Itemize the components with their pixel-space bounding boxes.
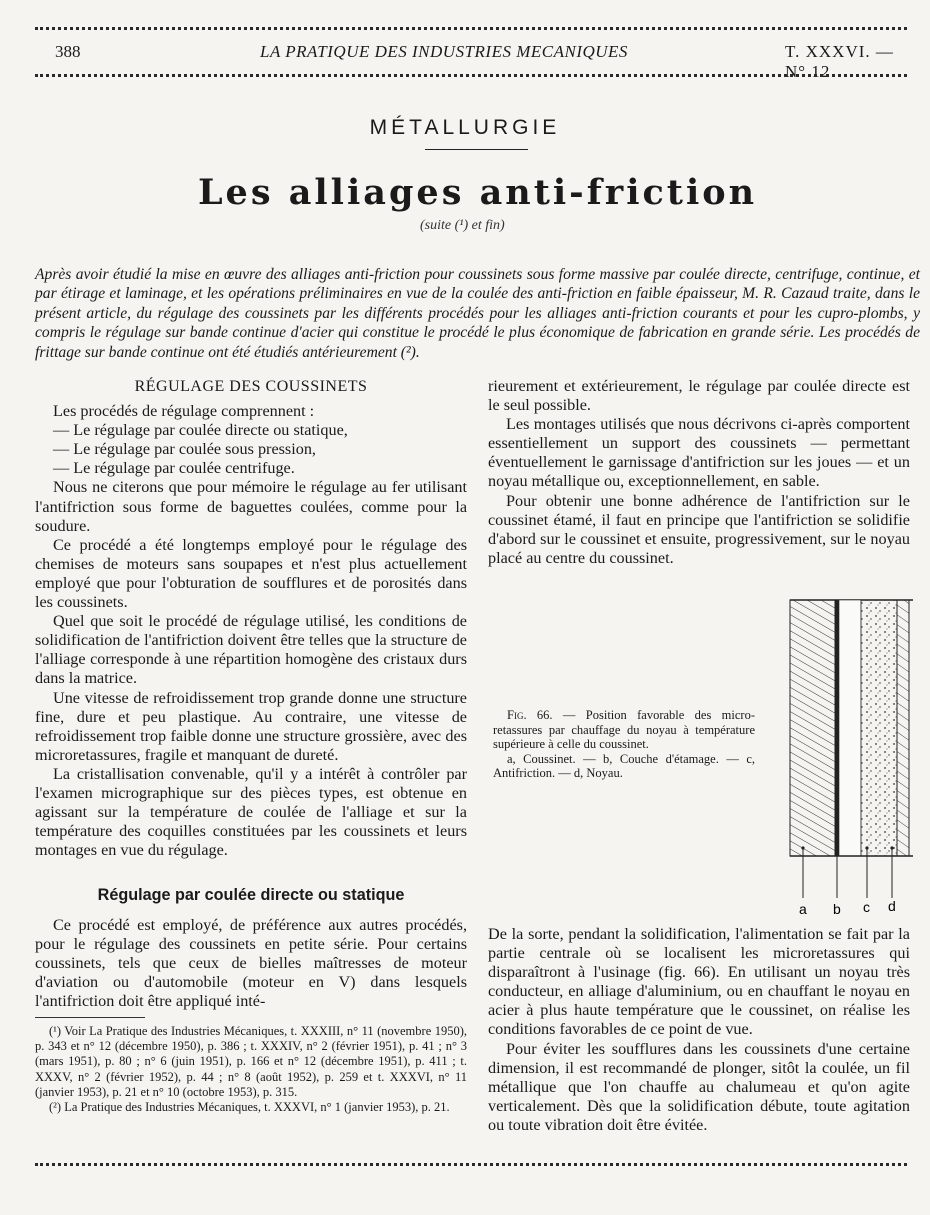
- paragraph: Ce procédé a été longtemps employé pour le régulage des chemises de moteurs sans soupapes et n'est plus actuellement employé que pour l'obturation de soufflures et de porosités dans les coussinets.: [35, 535, 467, 612]
- paragraph: De la sorte, pendant la solidification, l'alimentation se fait par la partie centrale où se localisent les microretassures qui disparaîtront à l'usinage (fig. 66). En utilisant un noyau très conducteur, en alliage d'aluminium, ou en chauffant le noyau en acier à plus haute température que le coussinet, on réalise les conditions favorables de ce point de vue.: [488, 925, 910, 1039]
- left-column: [35, 377, 467, 860]
- volume-number: T. XXXVI. — N° 12: [785, 42, 894, 81]
- paragraph: Une vitesse de refroidissement trop grande donne une structure fine, dure et peu plastique. Au contraire, une vitesse de refroidissement trop faible donne une structure grossière, avec des microretassures, fragile et manquant de dureté.: [35, 688, 467, 764]
- label-d: d: [888, 898, 896, 914]
- label-c: c: [863, 899, 870, 915]
- running-header: [55, 42, 910, 81]
- list-intro: Les procédés de régulage comprennent :: [53, 402, 315, 421]
- right-column: [488, 377, 910, 568]
- etamage-layer: [835, 600, 839, 856]
- footnote: (¹) Voir La Pratique des Industries Mécaniques, t. XXXIII, n° 11 (novembre 1950), p. 343 et n° 12 (décembre 1950), p. 386 ; t. XXXIV, n° 2 (février 1951), p. 41 ; n° 3 (mars 1951), p. 80 ; n° 6 (juin 1951), p. 166 et n° 12 (décembre 1951), p. 411 ; t. XXXV, n° 2 (février 1952), p. 44 ; n° 8 (août 1952), p. 259 et t. XXXVI, n° 11 (janvier 1953), p. 21 et n° 10 (octobre 1953), p. 315.: [35, 1024, 467, 1099]
- paragraph: Pour éviter les soufflures dans les coussinets d'une certaine dimension, il est recommandé de plonger, sitôt la coulée, un fil métallique que l'on chauffe au chalumeau et qu'on agite verticalement. Dès que la solidification débute, toute agitation ou toute vibration doit être évitée.: [488, 1039, 910, 1134]
- right-column-continued: [488, 925, 910, 1135]
- paragraph: Nous ne citerons que pour mémoire le régulage au fer utilisant l'antifriction sous forme de baguettes coulées, comme pour la soudure.: [35, 478, 467, 535]
- footnotes: [35, 1024, 467, 1115]
- header-dotted-rule: [35, 74, 907, 77]
- section-heading: RÉGULAGE DES COUSSINETS: [134, 378, 368, 395]
- figure-legend: a, Coussinet. — b, Couche d'étamage. — c, Antifriction. — d, Noyau.: [493, 751, 755, 780]
- section-underline: [425, 149, 528, 150]
- list-item: — Le régulage par coulée directe ou statique,: [53, 421, 348, 440]
- paragraph: Ce procédé est employé, de préférence aux autres procédés, pour le régulage des coussinets en petite série. Pour certains coussinets, tels que ceux de bielles maîtresses de moteur d'aviation ou d'automobile (moteur en V) dans lesquels l'antifriction doit être appliqué inté-: [35, 916, 467, 1011]
- footnote: (²) La Pratique des Industries Mécaniques, t. XXXVI, n° 1 (janvier 1953), p. 21.: [49, 1100, 450, 1115]
- paragraph: rieurement et extérieurement, le régulage par coulée directe est le seul possible.: [488, 377, 910, 415]
- page-number: 388: [55, 42, 81, 61]
- subheading: Régulage par coulée directe ou statique: [97, 886, 405, 904]
- figure-caption: [493, 708, 755, 781]
- bottom-dotted-rule: [35, 1163, 907, 1166]
- label-a: a: [799, 901, 807, 917]
- left-column-continued: [35, 916, 467, 1011]
- intro-paragraph: Après avoir étudié la mise en œuvre des alliages anti-friction pour coussinets sous forme massive par coulée directe, centrifuge, continue, et par étirage et laminage, et les opérations préliminaires en vue de la coulée des anti-friction en faible épaisseur, M. R. Cazaud traite, dans le présent article, du régulage des coussinets par les différents procédés pour les alliages anti-friction courants et pour les cupro-plombs, y compris le régulage sur bande continue d'acier qui constitue le procédé le plus économique de fabrication en grande série. Les procédés de frittage sur bande continue ont été étudiés antérieurement (²).: [35, 266, 920, 361]
- paragraph: Quel que soit le procédé de régulage utilisé, les conditions de solidification de l'antifriction doivent être telles que la structure de l'alliage corresponde à une répartition homogène des cristaux durs dans la matrice.: [35, 612, 467, 688]
- antifriction-region: [861, 600, 897, 856]
- paragraph: Pour obtenir une bonne adhérence de l'antifriction sur le coussinet étamé, il faut en principe que l'antifriction se solidifie d'abord sur le coussinet et ensuite, progressivement, sur le noyau placé au centre du coussinet.: [488, 491, 910, 567]
- top-dotted-rule: [35, 27, 907, 30]
- figure-number: Fig. 66.: [507, 708, 553, 722]
- paragraph: Les montages utilisés que nous décrivons ci-après comportent essentiellement un support des coussinets — permettant éventuellement le garnissage d'antifriction sur les joues — et un noyau métallique ou, exceptionnellement, en sable.: [488, 415, 910, 491]
- article-subtitle: (suite (¹) et fin): [420, 218, 505, 233]
- journal-title: LA PRATIQUE DES INDUSTRIES MECANIQUES: [260, 42, 628, 61]
- caption-text: — Position favorable des micro-retassures par chauffage du noyau à température supérieure à celle du coussinet.: [493, 708, 755, 751]
- noyau-region: [897, 600, 909, 856]
- figure-66-diagram: [775, 598, 915, 920]
- paragraph: La cristallisation convenable, qu'il y a intérêt à contrôler par l'examen micrographique sur des pièces types, est obtenue en agissant sur la température de coulée de l'alliage et sur la température des coquilles constituées par les coussinets et leurs montages en vue du régulage.: [35, 764, 467, 860]
- article-title: Les alliages anti-friction: [197, 172, 758, 213]
- coussinet-region: [790, 600, 835, 856]
- antifriction-region-inner: [839, 600, 861, 856]
- list-item: — Le régulage par coulée sous pression,: [53, 440, 316, 459]
- footnote-rule: [35, 1017, 145, 1018]
- section-title: MÉTALLURGIE: [369, 116, 561, 139]
- label-b: b: [833, 901, 841, 917]
- list-item: — Le régulage par coulée centrifuge.: [53, 459, 295, 478]
